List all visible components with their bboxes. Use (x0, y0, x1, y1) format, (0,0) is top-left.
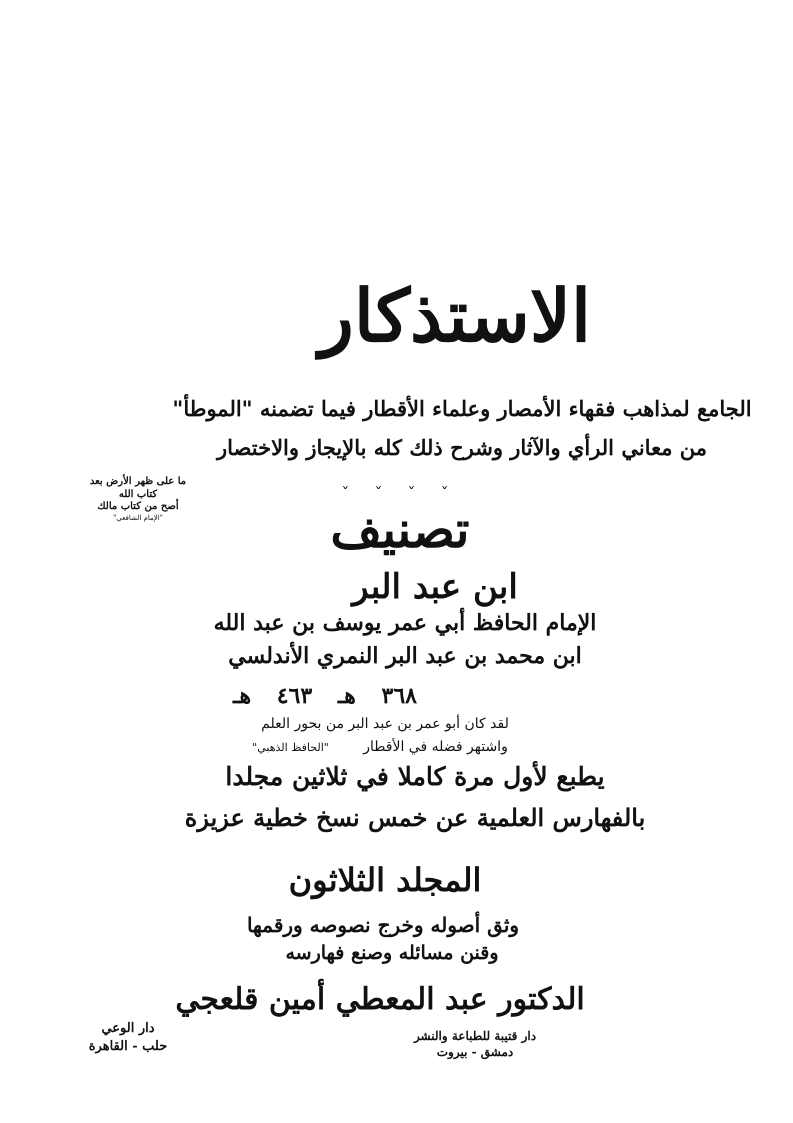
publisher-alwaie-cities: حلب - القاهرة (88, 1038, 168, 1054)
praise-line-1: لقد كان أبو عمر بن عبد البر من بحور العلم (261, 716, 509, 732)
edition-note-1: يطبع لأول مرة كاملا في ثلاثين مجلدا (225, 762, 605, 791)
side-quote-line-1: ما على ظهر الأرض بعد كتاب الله (89, 476, 187, 500)
subtitle-line-1: الجامع لمذاهب فقهاء الأمصار وعلماء الأقطار فيما تضمنه "الموطأ" (172, 396, 752, 421)
author-full-name-line-2: ابن محمد بن عبد البر النمري الأندلسي (228, 643, 582, 669)
side-quote (82, 476, 194, 522)
edition-note-2: بالفهارس العلمية عن خمس نسخ خطية عزيزة (184, 803, 646, 832)
publisher-qutayba-cities: دمشق - بيروت (436, 1045, 514, 1060)
side-quote-line-2: أصح من كتاب مالك (97, 501, 179, 512)
subtitle-line-2: من معاني الرأي والآثار وشرح ذلك كله بالإيجاز والاختصار (217, 435, 707, 460)
author-short-name: ابن عبد البر (352, 567, 518, 607)
praise-line-2-text: واشتهر فضله في الأقطار (363, 739, 508, 755)
volume-label: المجلد الثلاثون (288, 861, 482, 899)
editor-work-line-2: وقنن مسائله وصنع فهارسه (285, 942, 499, 964)
publisher-alwaie (78, 1020, 178, 1055)
praise-source: "الحافظ الذهبي" (252, 741, 329, 754)
author-dates: ٣٦٨ هـ ٤٦٣ هـ (233, 683, 417, 709)
author-full-name-line-1: الإمام الحافظ أبي عمر يوسف بن عبد الله (213, 610, 597, 636)
decorative-ornament: ˇ ˇ ˇ ˇ (341, 484, 459, 503)
side-quote-attribution: "الإمام الشافعي" (113, 513, 163, 522)
book-title: الاستذكار (319, 273, 591, 358)
authorship-label: تصنيف (330, 500, 470, 559)
editor-name: الدكتور عبد المعطي أمين قلعجي (175, 982, 585, 1017)
publisher-alwaie-name: دار الوعي (101, 1021, 155, 1036)
publisher-qutayba (405, 1028, 545, 1060)
editor-work-line-1: وثق أصوله وخرج نصوصه ورقمها (246, 913, 520, 937)
praise-line-2 (252, 740, 508, 754)
publisher-qutayba-name: دار قتيبة للطباعة والنشر (413, 1029, 537, 1043)
